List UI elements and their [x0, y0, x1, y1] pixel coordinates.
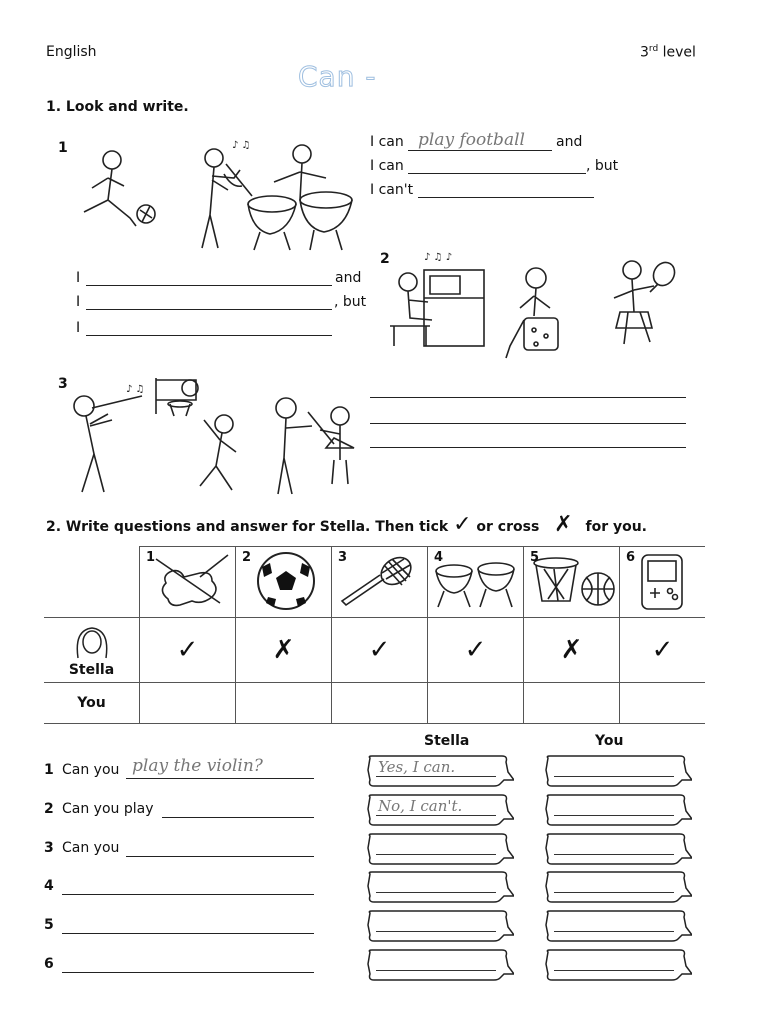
- column-basketball: 5: [524, 547, 620, 618]
- page-title: Can -: [298, 60, 377, 93]
- item1-line1-blank[interactable]: [408, 150, 552, 151]
- column-drums: 4: [428, 547, 524, 618]
- level-label: 3rd level: [640, 44, 696, 61]
- stella-answers-header: Stella: [424, 733, 470, 749]
- stella-answer-bubble[interactable]: [364, 870, 510, 900]
- stella-label: Stella: [68, 662, 115, 678]
- item3-number: 3: [58, 376, 68, 392]
- item1-line3-prefix: I can't: [370, 182, 414, 198]
- question-number: 3: [44, 840, 54, 856]
- stella-mark: ✗: [524, 618, 620, 683]
- you-mark-cell[interactable]: [620, 683, 706, 724]
- you-answer-bubble[interactable]: [542, 909, 688, 939]
- you-mark-cell[interactable]: [524, 683, 620, 724]
- you-mark-cell[interactable]: [140, 683, 236, 724]
- item2-line1-blank[interactable]: [86, 285, 332, 286]
- you-answer-bubble[interactable]: [542, 832, 688, 862]
- question-number: 1: [44, 762, 54, 778]
- question-blank[interactable]: [62, 933, 314, 934]
- item1-line2-blank[interactable]: [408, 173, 586, 174]
- item1-line2-suffix: , but: [586, 158, 619, 174]
- question-blank[interactable]: [162, 817, 314, 818]
- question-blank[interactable]: [62, 972, 314, 973]
- you-row-header: [44, 683, 140, 724]
- item2-line2-prefix: I: [76, 294, 81, 310]
- stella-mark: ✓: [332, 618, 428, 683]
- item1-line1-answer: play football: [418, 130, 525, 150]
- svg-text:♪ ♫: ♪ ♫: [126, 384, 145, 395]
- question-blank[interactable]: [126, 856, 314, 857]
- question-number: 6: [44, 956, 54, 972]
- question-prefix: Can you play: [62, 801, 154, 817]
- you-answers-header: You: [595, 733, 624, 749]
- stella-mark: ✓: [428, 618, 524, 683]
- subject-label: English: [46, 44, 97, 60]
- question-number: 5: [44, 917, 54, 933]
- question-number: 4: [44, 878, 54, 894]
- section1-heading: 1. Look and write.: [46, 99, 189, 115]
- item2-line1-prefix: I: [76, 270, 81, 286]
- item1-line2-prefix: I can: [370, 158, 404, 174]
- item1-line3-blank[interactable]: [418, 197, 594, 198]
- item2-line2-blank[interactable]: [86, 309, 332, 310]
- you-mark-cell[interactable]: [332, 683, 428, 724]
- item2-line3-blank[interactable]: [86, 335, 332, 336]
- item2-line2-suffix: , but: [334, 294, 367, 310]
- question-blank[interactable]: [62, 894, 314, 895]
- item1-line1-suffix: and: [556, 134, 583, 150]
- column-game-console: 6: [620, 547, 706, 618]
- svg-text:♪ ♫: ♪ ♫: [232, 140, 251, 151]
- item2-illustration: [384, 246, 684, 362]
- question-blank[interactable]: [126, 778, 314, 779]
- cross-example-icon: ✗: [554, 512, 573, 537]
- stella-answer-bubble[interactable]: [364, 754, 510, 784]
- stella-answer-text: Yes, I can.: [378, 758, 456, 776]
- column-tennis: 3: [332, 547, 428, 618]
- stella-answer-bubble[interactable]: [364, 909, 510, 939]
- stella-mark: ✓: [620, 618, 706, 683]
- svg-text:♪ ♫ ♪: ♪ ♫ ♪: [424, 252, 453, 263]
- stella-mark: ✓: [140, 618, 236, 683]
- question-prefix: Can you: [62, 762, 120, 778]
- you-label: You: [77, 695, 106, 711]
- item1-illustration: [64, 140, 364, 255]
- stella-answer-bubble[interactable]: [364, 948, 510, 978]
- you-answer-bubble[interactable]: [542, 948, 688, 978]
- you-mark-cell[interactable]: [236, 683, 332, 724]
- stella-answer-bubble[interactable]: [364, 832, 510, 862]
- question-answer: play the violin?: [132, 756, 263, 776]
- stella-answer-text: No, I can't.: [378, 797, 463, 815]
- item2-line1-suffix: and: [335, 270, 362, 286]
- you-answer-bubble[interactable]: [542, 754, 688, 784]
- column-violin: 1: [140, 547, 236, 618]
- stella-mark: ✗: [236, 618, 332, 683]
- stella-row-header: [44, 618, 140, 683]
- you-mark-cell[interactable]: [428, 683, 524, 724]
- section2-heading: 2. Write questions and answer for Stella. Then tick ✓ or cross ✗ for you.: [46, 512, 648, 537]
- question-prefix: Can you: [62, 840, 120, 856]
- item1-number: 1: [58, 140, 68, 156]
- item3-illustration: [64, 374, 364, 498]
- item3-line3-blank[interactable]: [370, 447, 686, 448]
- activities-table: [44, 546, 705, 724]
- item2-number: 2: [380, 251, 390, 267]
- stella-answer-bubble[interactable]: [364, 793, 510, 823]
- you-answer-bubble[interactable]: [542, 870, 688, 900]
- column-football: 2: [236, 547, 332, 618]
- item3-line1-blank[interactable]: [370, 397, 686, 398]
- item3-line2-blank[interactable]: [370, 423, 686, 424]
- you-answer-bubble[interactable]: [542, 793, 688, 823]
- question-number: 2: [44, 801, 54, 817]
- item2-line3-prefix: I: [76, 320, 81, 336]
- tick-example-icon: ✓: [453, 512, 472, 537]
- stella-avatar: [44, 622, 139, 662]
- item1-line1-prefix: I can: [370, 134, 404, 150]
